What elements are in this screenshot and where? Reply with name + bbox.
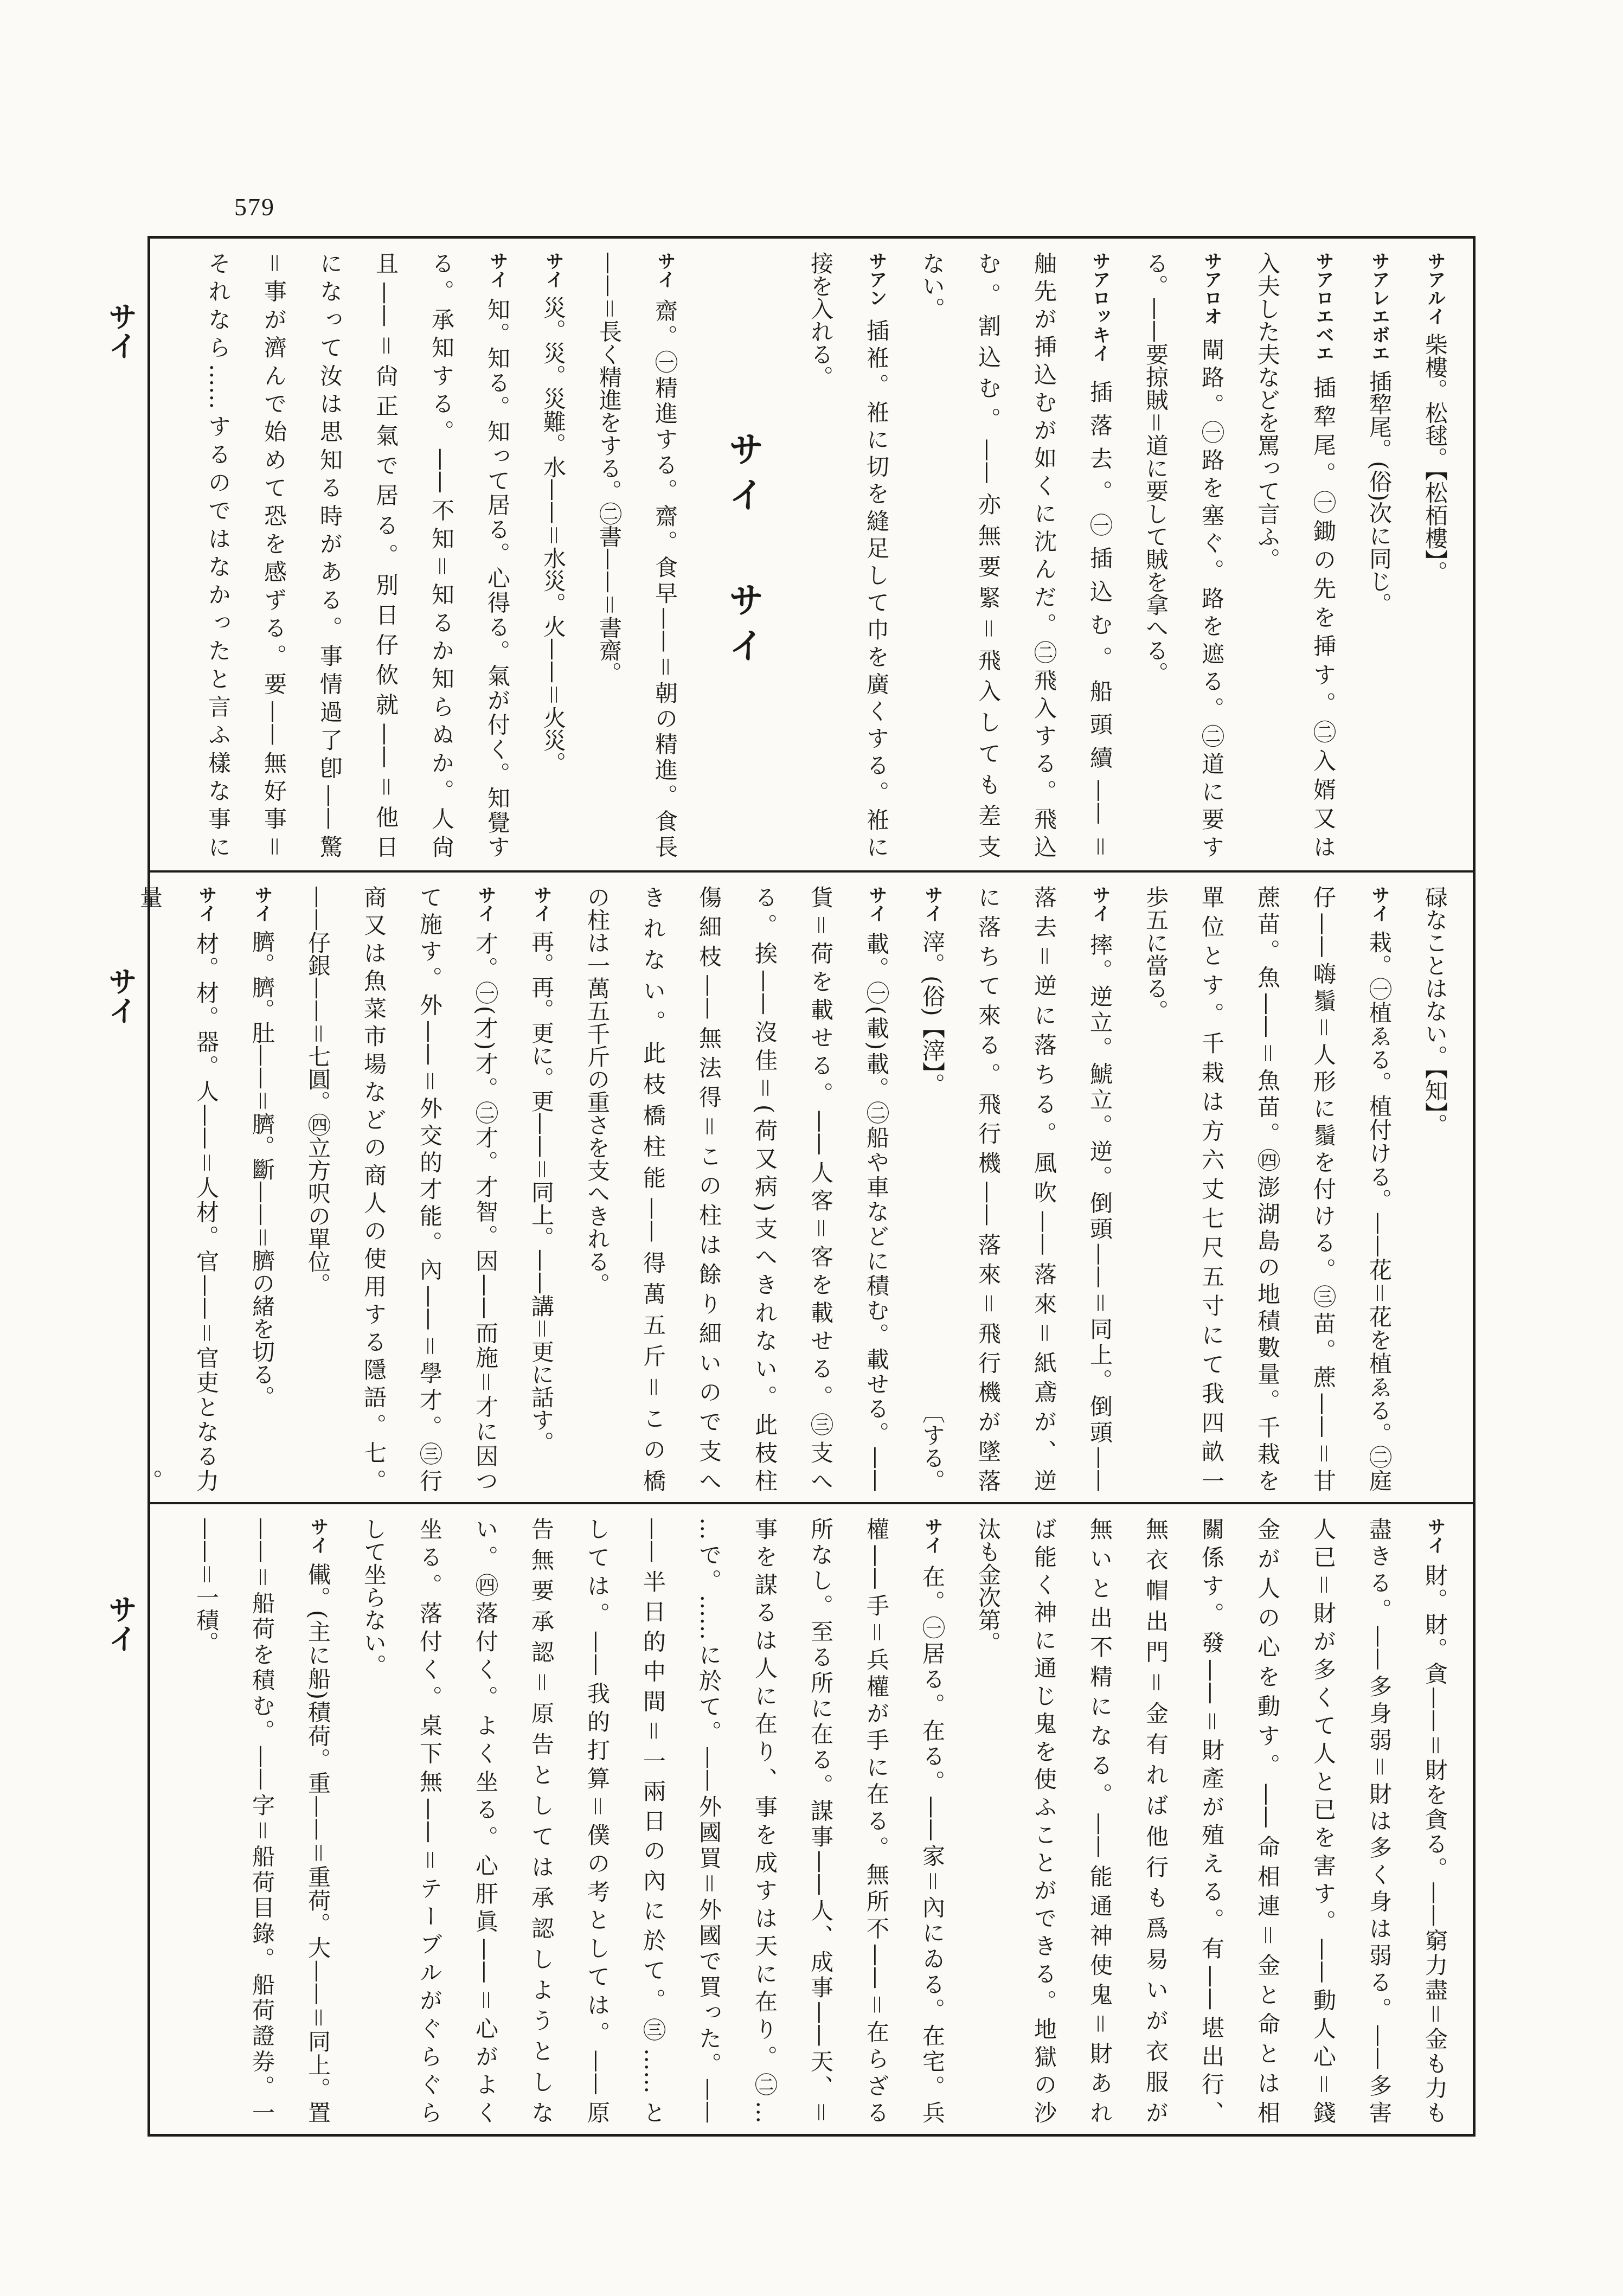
entry-column — [904, 1517, 960, 2124]
entry-text: 傷細枝——無法得＝この柱は餘り細いので支へ — [696, 886, 722, 1492]
entry-headword: サイ — [921, 1517, 943, 1554]
entry-column — [1128, 886, 1184, 1492]
entry-column — [849, 1517, 904, 2124]
entry-column — [1184, 886, 1240, 1492]
entry-text: 人已＝財が多くて人と已を害す。——動人心＝錢 — [1310, 1517, 1337, 2124]
entry-column — [346, 1517, 402, 2124]
entry-column — [458, 886, 514, 1492]
entry-text: 權——手＝兵權が手に在る。無所不——＝在らざる — [863, 1517, 890, 2124]
entry-text: む。割込む。——亦無要緊＝飛入しても差支 — [975, 252, 1002, 858]
entry-text: 在。㊀居る。在る。——家＝內にゐる。在宅。兵 — [919, 1562, 946, 2124]
entry-headword: サイ — [486, 252, 508, 288]
entry-headword: サイ — [195, 886, 217, 922]
entry-column — [1407, 252, 1463, 858]
entry-text: きれない。此枝橋柱能——得萬五斤＝この橋 — [640, 886, 666, 1492]
side-label: サイ — [104, 1594, 138, 1653]
entry-column — [178, 1517, 234, 2124]
entry-text: 單位とす。千栽は方六丈七尺五寸にて我四畝一 — [1198, 886, 1225, 1492]
entry-headword: サイ — [251, 886, 273, 922]
entry-text: 歩五に當る。 — [1143, 886, 1169, 1022]
entry-text: 災。災。災難。水——＝水災。火——＝火災。 — [540, 296, 567, 775]
entry-headword: サイ — [1424, 1517, 1446, 1554]
entry-column — [960, 1517, 1016, 2124]
entry-text: 所なし。至る所に在る。謀事——人、成事——天、＝ — [807, 1517, 834, 2124]
entry-column — [514, 1517, 569, 2124]
entry-text: それなら……するのではなかったと言ふ樣な事に — [205, 252, 232, 858]
tier-bottom — [150, 1502, 1473, 2134]
entry-text: …で。……に於て。——外國買＝外國で買った。—— — [696, 1517, 722, 2124]
entry-column — [1184, 1517, 1240, 2124]
entry-column — [1016, 886, 1072, 1492]
entry-text: 落去＝逆に落ちる。風吹——落來＝紙鳶が、逆 — [1031, 886, 1057, 1492]
entry-column — [234, 1517, 290, 2124]
entry-text: 知。知る。知って居る。心得る。氣が付く。知覺す — [484, 296, 511, 858]
entry-column — [346, 886, 402, 1492]
entry-column — [1295, 252, 1351, 858]
entry-text: 插犂尾。(俗)次に同じ。 — [1366, 370, 1393, 615]
entry-text: ＝事が濟んで始めて恐を感ずる。要——無好事＝ — [261, 252, 287, 858]
entry-column — [849, 886, 904, 1492]
entry-column — [1072, 1517, 1128, 2124]
entry-column — [737, 1517, 793, 2124]
entry-text: 金が人の心を動す。——命相連＝金と命とは相 — [1254, 1517, 1281, 2124]
tier-middle — [137, 870, 1473, 1502]
entry-column — [681, 886, 737, 1492]
entry-text: 齋。㊀精進する。齋。食早——＝朝の精進。食長 — [652, 296, 678, 858]
entry-headword: サイ — [654, 252, 676, 288]
entry-text: 坐る。落付く。桌下無——＝テーブルがぐらぐら — [416, 1517, 443, 2124]
entry-text: 蔗苗。魚——＝魚苗。㊃澎湖島の地積數量。千栽を — [1254, 886, 1281, 1492]
section-heading — [693, 252, 793, 858]
entry-text: 貨＝荷を載せる。——人客＝客を載せる。㊂支へ — [807, 886, 834, 1492]
entry-text: ——＝一積。 — [193, 1517, 220, 1654]
entry-column — [1128, 252, 1184, 858]
entry-column — [1184, 252, 1240, 858]
entry-text: 柴樓。松毬。【松栢樓】。 — [1422, 333, 1448, 583]
entry-column — [470, 252, 525, 858]
entry-headword: サアレエボエ — [1368, 252, 1390, 362]
entry-column — [358, 252, 414, 858]
entry-column — [681, 1517, 737, 2124]
entry-headword: サイ — [474, 886, 496, 922]
entry-text: 汰も金次第。 — [975, 1517, 1002, 1654]
entry-text: て施す。外——＝外交的才能。內——＝學才。㊂行 — [416, 886, 443, 1492]
entry-column — [904, 252, 960, 858]
entry-column — [1351, 886, 1407, 1492]
entry-headword: サイ — [1368, 886, 1390, 922]
entry-headword: サアン — [865, 252, 887, 307]
entry-text: 材。材。器。人——＝人材。官——＝官吏となる力量。 — [137, 886, 220, 1492]
entry-text: ない。 — [919, 252, 946, 320]
entry-text: 滓。(俗)【滓】。 — [919, 930, 946, 1096]
dictionary-frame — [137, 236, 1476, 2137]
entry-text: 商又は魚菜市場などの商人の使用する隱語。七。 — [361, 886, 387, 1492]
entry-column — [402, 1517, 458, 2124]
entry-column — [960, 252, 1016, 858]
entry-column — [637, 252, 693, 858]
entry-column — [1072, 886, 1128, 1492]
side-label: サイ — [104, 302, 138, 360]
entry-text: 載。㊀(載)載。㊁船や車などに積む。載せる。—— — [863, 930, 890, 1492]
entry-headword: サアロッキイ — [1089, 252, 1111, 362]
entry-text: しては。——我的打算＝僕の考としては。——原 — [584, 1517, 611, 2124]
entry-column — [960, 886, 1016, 1492]
entry-column — [1072, 252, 1128, 858]
entry-column — [737, 886, 793, 1492]
entry-text: 入夫した夫などを罵って言ふ。 — [1254, 252, 1281, 570]
entry-text: ——＝船荷を積む。——字＝船荷目錄。船荷證券。一 — [249, 1517, 275, 2124]
entry-column — [1351, 1517, 1407, 2124]
entry-column — [1407, 1517, 1463, 2124]
entry-text: 摔。逆立。鯱立。逆。倒頭——＝同上。倒頭—— — [1087, 930, 1113, 1492]
entry-text: の柱は一萬五千斤の重さを支へきれる。 — [584, 886, 611, 1295]
entry-text: して坐らない。 — [361, 1517, 387, 1677]
entry-text: 栽。㊀植ゑる。植付ける。——花＝花を植ゑる。㊁庭 — [1366, 930, 1393, 1492]
entry-column — [904, 886, 960, 1492]
entry-text: る。——要掠賊＝道に要して賊を拿へる。 — [1143, 252, 1169, 685]
entry-text: 事を謀るは人に在り、事を成すは天に在り。㊁… — [752, 1517, 778, 2124]
section-heading-text: サイ — [722, 581, 764, 672]
entry-column — [458, 1517, 514, 2124]
side-label: サイ — [104, 966, 138, 1025]
entry-column — [569, 886, 625, 1492]
section-heading-text: サイ — [722, 431, 764, 522]
entry-text: 臍。臍。肚——＝臍。斷——＝臍の緒を切る。 — [249, 930, 275, 1409]
entry-headword: サアロエベエ — [1312, 252, 1334, 362]
entry-column — [849, 252, 904, 858]
entry-column — [402, 886, 458, 1492]
entry-headword: サイ — [865, 886, 887, 922]
entry-column — [625, 886, 681, 1492]
tier-top — [150, 239, 1473, 870]
entry-text: 碌なことはない。【知】。 — [1422, 886, 1448, 1136]
entry-column — [1016, 1517, 1072, 2124]
entry-text: 再。再。更に。更——＝同上。——講＝更に話す。 — [528, 930, 555, 1454]
page-number: 579 — [234, 193, 275, 221]
entry-headword: サアルイ — [1424, 252, 1446, 325]
entry-column — [246, 252, 302, 858]
entry-text: 插犂尾。㊀鋤の先を挿す。㊁入婿又は — [1310, 370, 1337, 858]
entry-text: 無衣帽出門＝金有れば他行も爲易いが衣服が — [1143, 1517, 1169, 2124]
entry-column — [1016, 252, 1072, 858]
entry-text: ——仔銀——＝七圓。㊃立方呎の單位。 — [305, 886, 331, 1296]
entry-text: 且——＝尙正氣で居る。別日仔佽就——＝他日 — [373, 252, 399, 858]
entry-column — [302, 252, 358, 858]
entry-text: 仔——嗨鬚＝人形に鬚を付ける。㊂苗。蔗——＝甘 — [1310, 886, 1337, 1492]
entry-text: 才。㊀(才)才。㊁才。才智。因——而施＝才に因つ — [472, 930, 499, 1492]
entry-text: ば能く神に通じ鬼を使ふことができる。地獄の沙 — [1031, 1517, 1057, 2124]
entry-column — [514, 886, 569, 1492]
entry-column — [290, 1517, 346, 2124]
entry-column — [569, 1517, 625, 2124]
entry-text: に落ちて來る。飛行機——落來＝飛行機が墜落 — [975, 886, 1002, 1492]
entry-text: 儎。(主に船)積荷。重——＝重荷。大——＝同上。置 — [305, 1562, 331, 2124]
entry-column — [793, 252, 849, 858]
entry-headword: サイ — [530, 886, 552, 922]
entry-column — [1128, 1517, 1184, 2124]
entry-column — [581, 252, 637, 858]
entry-column — [625, 1517, 681, 2124]
entry-text: る。挨——沒佳＝(荷又病)支へきれない。此枝柱 — [752, 886, 778, 1492]
entry-column — [1240, 1517, 1295, 2124]
entry-column — [1351, 252, 1407, 858]
entry-text: ——＝長く精進をする。㊁書——＝書齋。 — [596, 252, 623, 685]
entry-column — [793, 886, 849, 1492]
entry-text: 插落去。㊀插込む。船頭續——＝ — [1087, 370, 1113, 858]
entry-column — [190, 252, 246, 858]
entry-headword: サイ — [542, 252, 564, 288]
entry-text: ——半日的中間＝一兩日の內に於て。㊂……と — [640, 1517, 666, 2124]
entry-column — [1407, 886, 1463, 1492]
entry-headword: サイ — [307, 1517, 329, 1554]
entry-column — [414, 252, 470, 858]
entry-column — [793, 1517, 849, 2124]
entry-text: 無いと出不精になる。——能通神使鬼＝財あれ — [1087, 1517, 1113, 2124]
entry-column — [525, 252, 581, 858]
entry-text: 插袵。袵に切を縫足して巾を廣くする。袵に — [863, 315, 890, 858]
entry-text: 盡きる。——多身弱＝財は多く身は弱る。——多害 — [1366, 1517, 1393, 2124]
entry-column — [290, 886, 346, 1492]
entry-text: 告無要承認＝原告としては承認しようとしな — [528, 1517, 555, 2124]
entry-column — [1240, 252, 1295, 858]
entry-text: 財。財。貪——＝財を貪る。——窮力盡＝金も力も — [1422, 1562, 1448, 2124]
entry-column — [137, 886, 234, 1492]
entry-text: 舳先が挿込むが如くに沈んだ。㊁飛入する。飛込 — [1031, 252, 1057, 858]
entry-headword: サイ — [921, 886, 943, 922]
entry-column — [1295, 886, 1351, 1492]
entry-text: る。承知する。——不知＝知るか知らぬか。人尙 — [428, 252, 455, 858]
entry-continuation: 〔する。 — [919, 1401, 946, 1492]
entry-column — [1240, 886, 1295, 1492]
entry-text: い。㊃落付く。よく坐る。心肝眞——＝心がよく — [472, 1517, 499, 2124]
entry-text: 關係す。發——＝財產が殖える。有——堪出行、 — [1198, 1517, 1225, 2124]
entry-column — [1295, 1517, 1351, 2124]
entry-text: 接を入れる。 — [807, 252, 834, 388]
entry-column — [234, 886, 290, 1492]
entry-text: 閘路。㊀路を塞ぐ。路を遮る。㊁道に要す — [1198, 333, 1225, 858]
entry-headword: サアロオ — [1201, 252, 1222, 325]
entry-headword: サイ — [1089, 886, 1111, 922]
entry-text: になって汝は思知る時がある。事情過了卽——驚 — [317, 252, 343, 858]
